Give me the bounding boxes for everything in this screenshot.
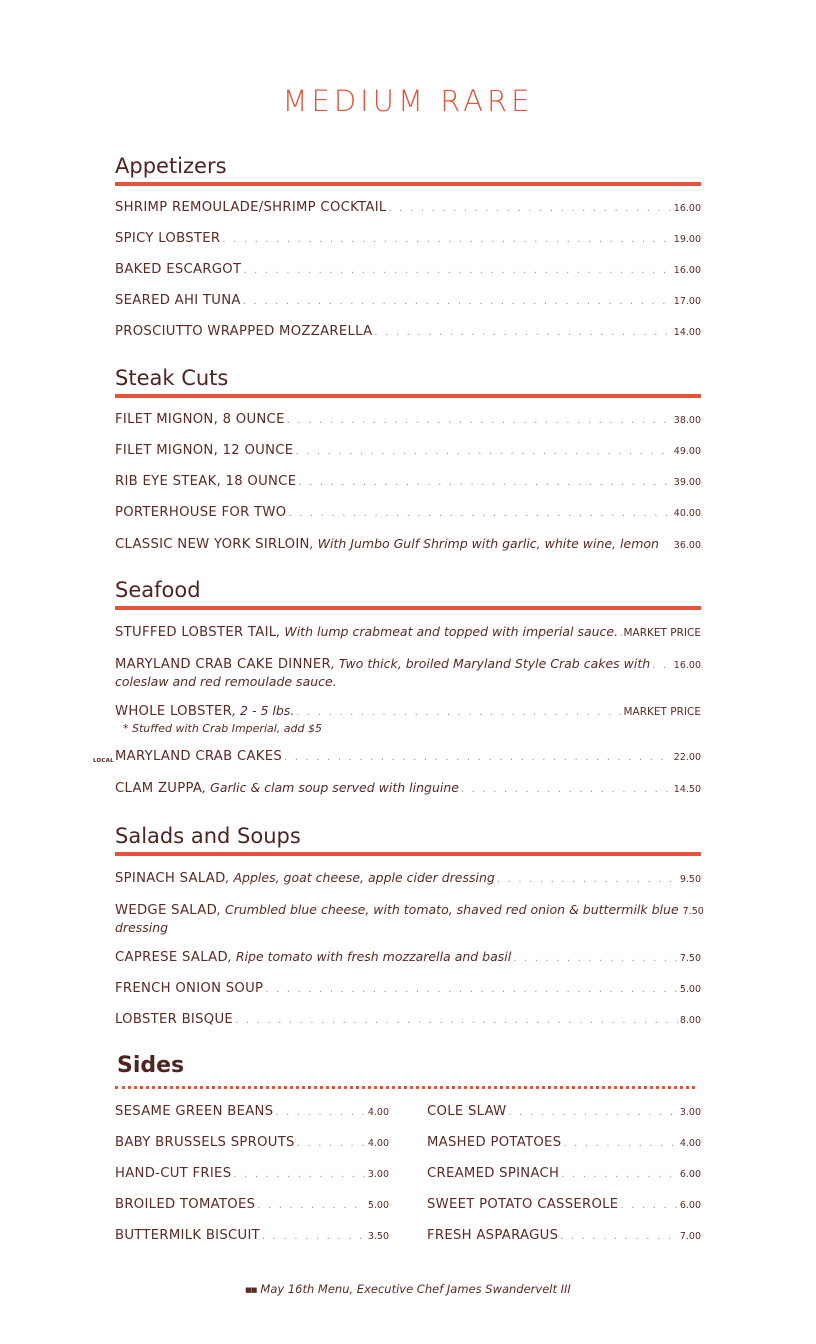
menu-item: PORTERHOUSE FOR TWO . . . 40.00 [115, 504, 701, 522]
sides-left-column [115, 1103, 389, 1258]
dot-leader [243, 293, 672, 310]
dot-leader [262, 1228, 366, 1245]
section-sides [115, 1052, 701, 1258]
menu-item: CLAM ZUPPA , Garlic & clam soup served with linguine . . . 14.50 [115, 779, 701, 798]
menu-item: CREAMED SPINACH . . . 6.00 [427, 1165, 701, 1183]
dot-leader [222, 231, 671, 248]
square-bullet-icon: ■■ [245, 1286, 257, 1294]
menu-item: SESAME GREEN BEANS . . . 4.00 [115, 1103, 389, 1121]
dot-leader [288, 505, 671, 522]
menu-item: WEDGE SALAD , Crumbled blue cheese, with tomato, shaved red onion & buttermilk blue 7.50 dressing [115, 902, 704, 935]
menu-item: SPICY LOBSTER . . . 19.00 [115, 230, 701, 248]
dot-leader [561, 1166, 678, 1183]
section-divider [115, 1086, 695, 1089]
menu-item: BUTTERMILK BISCUIT . . . 3.50 [115, 1227, 389, 1245]
menu-item: RIB EYE STEAK, 18 OUNCE . . . 39.00 [115, 473, 701, 491]
menu-title: MEDIUM RARE [282, 84, 534, 118]
dot-leader [652, 657, 672, 674]
menu-item: SWEET POTATO CASSEROLE . . . 6.00 [427, 1196, 701, 1214]
dot-leader [243, 262, 671, 279]
dot-leader [513, 950, 678, 967]
dot-leader [233, 1166, 365, 1183]
menu-item: COLE SLAW . . . 3.00 [427, 1103, 701, 1121]
menu-item: STUFFED LOBSTER TAIL , With lump crabmeat and topped with imperial sauce. . . . MARKET PRICE [115, 623, 701, 642]
menu-item: LOCAL MARYLAND CRAB CAKES . . . 22.00 [115, 748, 701, 766]
dot-leader [497, 871, 678, 888]
menu-item: BROILED TOMATOES . . . 5.00 [115, 1196, 389, 1214]
dot-leader [295, 443, 671, 460]
menu-item: CLASSIC NEW YORK SIRLOIN , With Jumbo Gulf Shrimp with garlic, white wine, lemon 36.00 [115, 536, 701, 552]
dot-leader [287, 412, 672, 429]
dot-leader [257, 1197, 366, 1214]
menu-item: SPINACH SALAD , Apples, goat cheese, apple cider dressing . . . 9.50 [115, 869, 701, 888]
dot-leader [563, 1135, 677, 1152]
menu-item: LOBSTER BISQUE . . . 8.00 [115, 1011, 701, 1029]
dot-leader [389, 200, 672, 217]
menu-item: MARYLAND CRAB CAKE DINNER , Two thick, broiled Maryland Style Crab cakes with . . . 16.00 coleslaw and red remoulade sauce. [115, 655, 701, 690]
dot-leader [298, 474, 671, 491]
menu-item: FILET MIGNON, 12 OUNCE . . . 49.00 [115, 442, 701, 460]
menu-item: BABY BRUSSELS SPROUTS . . . 4.00 [115, 1134, 389, 1152]
dot-leader [297, 1135, 366, 1152]
menu-item: SEARED AHI TUNA . . . 17.00 [115, 292, 701, 310]
item-note: * Stuffed with Crab Imperial, add $5 [123, 722, 322, 735]
menu-item: WHOLE LOBSTER , 2 - 5 lbs. . . . MARKET PRICE * Stuffed with Crab Imperial, add $5 [115, 702, 701, 736]
dot-leader [620, 1197, 677, 1214]
dot-leader [275, 1104, 365, 1121]
dot-leader [235, 1012, 678, 1029]
section-steak-cuts [115, 364, 701, 554]
section-appetizers [115, 152, 701, 341]
menu-item: PROSCIUTTO WRAPPED MOZZARELLA . . . 14.00 [115, 323, 701, 341]
dot-leader [620, 625, 621, 642]
menu-item: HAND-CUT FRIES . . . 3.00 [115, 1165, 389, 1183]
section-title: Sides [117, 1053, 185, 1078]
menu-item: BAKED ESCARGOT . . . 16.00 [115, 261, 701, 279]
section-divider [115, 852, 701, 856]
menu-item: MASHED POTATOES . . . 4.00 [427, 1134, 701, 1152]
dot-leader [560, 1228, 678, 1245]
menu-footer [0, 1282, 816, 1296]
menu-item: FRESH ASPARAGUS . . . 7.00 [427, 1227, 701, 1245]
sides-right-column [427, 1103, 701, 1258]
dot-leader [265, 981, 678, 998]
local-badge: LOCAL [93, 758, 114, 764]
dot-leader [284, 749, 672, 766]
section-title: Appetizers [115, 154, 227, 178]
dot-leader [509, 1104, 678, 1121]
section-salads-soups [115, 822, 704, 1029]
dot-leader [461, 781, 672, 798]
section-title: Seafood [115, 578, 201, 602]
menu-item: FRENCH ONION SOUP . . . 5.00 [115, 980, 701, 998]
footer-text: May 16th Menu, Executive Chef James Swandervelt III [260, 1282, 571, 1296]
dot-leader [296, 704, 621, 721]
section-divider [115, 394, 701, 398]
section-divider [115, 606, 701, 610]
section-divider [115, 182, 701, 186]
dot-leader [374, 324, 671, 341]
section-title: Steak Cuts [115, 366, 229, 390]
section-title: Salads and Soups [115, 824, 301, 848]
menu-item: CAPRESE SALAD , Ripe tomato with fresh mozzarella and basil . . . 7.50 [115, 948, 701, 967]
menu-item: SHRIMP REMOULADE/SHRIMP COCKTAIL . . . 16.00 [115, 199, 701, 217]
section-seafood [93, 576, 701, 798]
menu-item: FILET MIGNON, 8 OUNCE . . . 38.00 [115, 411, 701, 429]
